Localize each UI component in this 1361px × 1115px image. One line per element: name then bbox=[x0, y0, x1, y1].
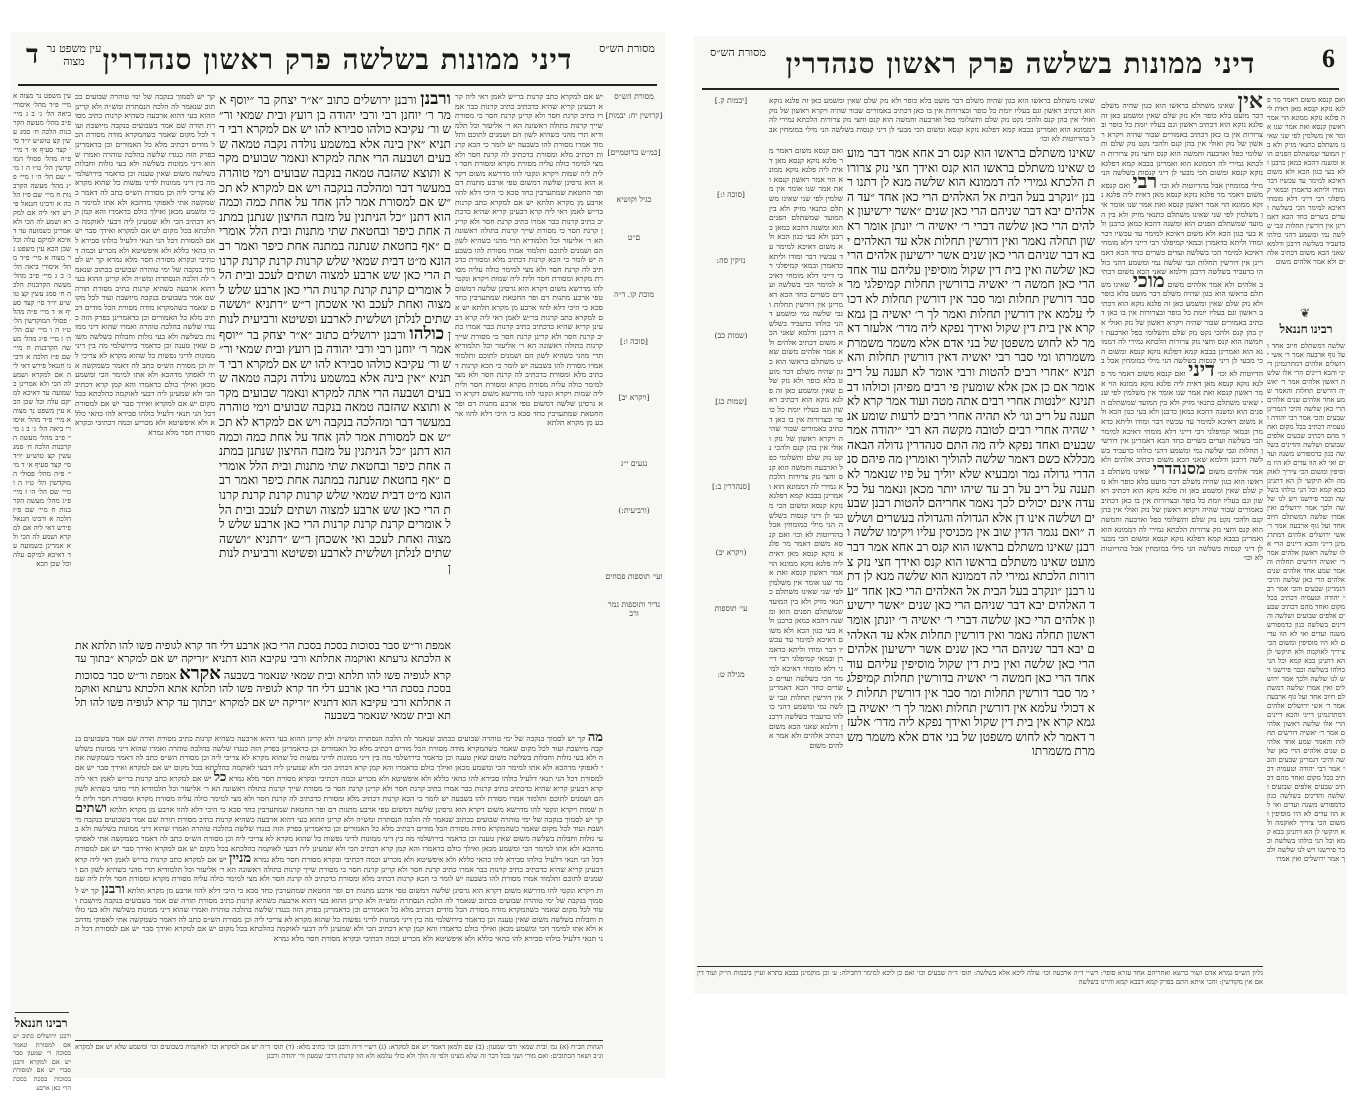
main-text-bottom-cont: אמפת ור״ש סבר בסוכות בסכת בסכת הרי כאן ארבע דלי חד קרא לגופיה פשו להו תלתא אתא הלכתא גרעתא ואוקמה אתלתא ורבי עקיבא הוא דתניא ״זריקה יש אם למקרא ״בתוך עד קרא לגופיה פשו להו תלתא ובית שמאי שנאמר בשבעה bbox=[75, 669, 451, 723]
side-note: [יבמות ק.] bbox=[714, 96, 748, 105]
lower-commentary bbox=[75, 729, 604, 1036]
rashi-text-cont: יש אם למקרא כתב קרנות בר״ש לאמן ראי ליה קרא דבעינן קריא שהיא כדכתיב כתיב קרנות כבר אמרו כתיב קרנת חסר ולא קרינן קרנת חסר כי מסורת שייך קרנות בתולה ראשונה הא ר׳ אליעזר וכל תלמודיא תרי מהני כשהיא לשון הם ושמנים לתוכם ותלמוד אמרו מסורת להו בשבעה יש לומר כי הכא קרנות דכתיב מלא ומסורת כדכתיב לה קרנת חסר ולא מצי למימר כולה עליה מסורת מקרא ומסורת חסר ולית ליה שמות ויקרא ונקטי להו מדרשא משום דקרא הוא גרסינן שלשה דמשום טפי ארבע מתנות דם ופר החטאת שמתערבין כחד סכא כי היכי דלא להוו ארבע מן מקרא תלתא bbox=[455, 303, 603, 428]
side-note: כגיל וקושיא bbox=[616, 195, 652, 205]
left-margin-notes bbox=[13, 92, 71, 1012]
main-text-cont: ומי סבר רבי יאשיה דאין דורשין תחלות והא תניא ״אחרי רבים להטות ורבי אומר לא תענה על ריב אומר אם כן אכן אלא שומעין פי רבים מפיהן וכולהו דבתנינא ״לנטות אחרי רבים אתה מטה ועוד אמר קרא לא תענה על ריב וגו׳ לא תהיה אחרי רבים לרעות שומע אני שהיה אחרי רבים לטובה מקשה הא רבי ״יהודה אמר שבעים ואחד נפקא ליה מה התם סנהדרין גדולה הבאה מכללא כשם דאמר שלשה להוליך ואומרין מה פיהם סנהדרי גדולה bbox=[847, 350, 1095, 482]
divider bbox=[697, 966, 1263, 967]
heading-word: אקרא bbox=[179, 662, 221, 683]
main-text: שאינו משתלם בראשו הוא קנס רב אחא אמר דבר מועט שאינו משתלם בראשו הוא קנס ואידך חצי נזק צרורות הלכתא גמירי לה דממונא הוא שלשה מנא לן דתנו רבנן ״ונקרב בעל הבית אל האלהים הרי כאן אחד ״עד האלהים יבא דבר שניהם הרי כאן שנים ״אשר ירשיעון אלהים הרי כאן שלשה דברי ר׳ יאשיה ר׳ יונתן אומר ראשון תחלה נאמר ואין דורשין תחלות אלא עד האלהים יבא דבר שניהם הרי כאן שנים אשר ירשיעון אלהים הרי כאן שלשה ואין בית דין שקול מוסיפין עליהם עוד אחד הרי כאן חמשה ר׳ יאשיה בדורשין תחלות קמיפלגי מר סבר דורשין תחלות ומר סבר אין דורשין תחלות לא דכולי עלמא אין דורשין תחלות ואמר לך ר׳ יאשיה בן גמא קרא אין בית דין שקול ואידך נפקא ליה מדר׳ אלעזר דאמר לא לחוש משפטן של בני אדם אלא משמר משמרת משמרתו bbox=[847, 146, 1096, 365]
ein-mishpat-text-cont: עין משפט נר מצוה א מיי׳ פ״ד מהל׳ איסורי ביאה הל׳ ג׳ ב ג מיי׳ פ״ב מהל׳ מעשה הקרבנות הלכה ח׳ סמג עשין קצ טוש״ע יו״ד סי׳ קצד סעיף א׳ ד מיי׳ פ״ה מהל׳ פסולי המוקדשין הל׳ ט״ו ה ו מיי׳ שם הל׳ ה׳ ז מיי׳ פ״ג מהל׳ מעשה הקרבנות ח מיי׳ שם פ״ז הלכה א ורבינו חננאל פירש דאי ליה אם למקרא ושמע לה הכי ולא אמרינן כשמועה עד דאיכא למיקם עלה וכל שכן הכא bbox=[13, 407, 71, 568]
side-note: (ורביעית:) bbox=[618, 505, 650, 515]
heading-word: כולהו bbox=[409, 323, 445, 343]
rashi-text: יש אם למקרא כתב קרנות בר״ש לאמן ראי ליה קרא דבעינן קריא שהיא כדכתיב כתיב קרנות כבר אמרו כתיב קרנת חסר ולא קרינן קרנת חסר כי מסורת שייך קרנות בתולה ראשונה הא ר׳ אליעזר וכל תלמודיא תרי מהני כשהיא לשון הם ושמנים לתוכם ותלמוד אמרו מסורת להו בשבעה יש לומר כי הכא קרנות דכתיב מלא ומסורת כדכתיב לה קרנת חסר ולא מצי למימר כולה עליה מסורת מקרא ומסורת חסר ולית ליה שמות ויקרא ונקטי להו מדרשא משום דקרא הוא גרסינן שלשה דמשום טפי ארבע מתנות דם ופר החטאת שמתערבין כחד סכא כי היכי דלא להוו ארבע מן מקרא תלתא bbox=[455, 92, 603, 207]
side-note: [ויקרא יב] bbox=[618, 393, 650, 402]
side-note: ועי׳ תוספות פסחים bbox=[605, 571, 663, 581]
page-number: ד bbox=[26, 40, 39, 69]
right-page bbox=[694, 36, 1347, 994]
rashi-text-cont: ואם קנסא משום דאמר מר פלגא נזקא קנסא מאן דאית ליה פלגא נזקא ממונא הוי אמר ראשון קנסא ואת אמר שנו אומר אין משלמין לפי שני שאינו משתלם כתנאי מזיק ולא בין המועד שמשתלם הפנים הוא ומשנה דהכא כמאן כרבנן ולא בעי כגון הכא ולא משום דאיכא למימר עד עכשיו דבר ומודו וליתא כדאמרן ובמאי קמיפלגי רבי דייני דלא מומחי דאיכא למימר הכי בשלשה ועדים כשרים כחד הכא דאמרינן אין דורשין תחלות וגבי שלשה נמי ומשמע דהני כולהו כדעביד בשלשה דרבנן ודלמא שאני הכא משום דכתיב אלהים ולא אמר אלהים משום bbox=[1101, 180, 1263, 289]
right-margin-upper bbox=[1267, 96, 1345, 306]
side-note: עי׳ תוספות bbox=[714, 603, 748, 613]
rashi-column bbox=[1101, 88, 1264, 976]
rashi-text: שאינו משתלם בראשו הוא כגון שהיה משלם דבר מועט בלא כופר ולא נזק שלם שאין ומשמע כאן זה פלגא נזקא הוא דכתיב ראשון וגם בעליו יומת כל כופר ובצרורות אין בו כאן דכתיב באמורים שבור שהיה ויקרא ראשון של נזק ואולי אין בהן קנס ולהכי נקט נזק שלם ותשלומי כפל וארבעה וחמשה הוא קנס וחצי נזק צרורות הלכתא גמירי לה דממונא הוא ואמרינן בבבא קמא דפלגא נזקא קנסא ומשום הכי מבעי לן דיני קנסות בשלשה הני מילי במומחין אבל בהדיוטות לא וכו׳ bbox=[1101, 101, 1264, 190]
side-note: נזיקין סה: bbox=[716, 255, 746, 265]
rabenu-chananel-title: רבינו חננאל bbox=[1279, 322, 1333, 336]
side-note: נדיר ותוספות גמר ורב bbox=[607, 599, 661, 619]
side-note: [סוכה ו:] bbox=[620, 336, 648, 346]
heading-word: רבי bbox=[1132, 170, 1158, 193]
page-title: דיני ממונות בשלשה פרק ראשון סנהדרין bbox=[785, 47, 1256, 80]
main-text-cont: גמר ומבעיא שלא יוליך על פיו שנאמר לא תענה על ריב על רב עד שיהו יותר מכאן ונאמר על כל עדה אינם יכולים לכך נאמר אחריהם להטות רבנן שבעים ושלשה אינו דן אלא הגדולה והגדולה בעשרים ושלשה ״ואם נגמר הדין שוב אין מכניסין עליו ויקימו שלשה ורבנן bbox=[847, 467, 1095, 555]
divider bbox=[15, 1012, 69, 1013]
margin-text: ואם קנסא משום דאמר מר פלגא נזקא קנסא מאן דאית ליה פלגא נזקא ממונא הוי אמר ראשון קנסא ואת אמר שנו אומר אין משלמין לפי שני שאינו משתלם כתנאי מזיק ולא בין המועד שמשתלם הפנים הוא ומשנה דהכא כמאן כרבנן ולא בעי כגון הכא ולא משום דאיכא למימר עד עכשיו דבר ומודו וליתא כדאמרן ובמאי קמיפלגי רבי דייני דלא מומחי דאיכא למימר הכי בשלשה ועדים כשרים כחד הכא דאמרינן אין דורשין תחלות וגבי שלשה נמי ומשמע דהני כולהו כדעביד בשלשה דרבנן ודלמא שאני הכא משום דכתיב אלהים ולא אמר אלהים משום bbox=[1267, 96, 1345, 266]
main-text-column bbox=[847, 146, 1095, 976]
side-note: [סוכה ו:] bbox=[717, 190, 745, 200]
top-left-label: מסורת הש״ס bbox=[710, 46, 766, 59]
tosafot-text-cont: קך יש לסמוך בנקבה של ימי טוהרה שבועים ככתוב שנאמר לה הלכה הנסתרת ומש״ה ולא קרינן ההוא בעי דהוא ארבעה כשהיא קרנות כתיב מסורת תורה שם אמר בשבועים בנקבה מיושבת ועוד לכל מקום שאמר כשהמקרא מודה מסורת הכל מודים דכתיב מלא כל האמורים וכן כדאמרינן בפרק הזה כנגדו שלשה בהלכה טוהרה ואמרו שהוא דיני ממונות בשלשה ולא בעי גזלות וחבלות בשלשה משום שאין טענה וכן כדאמר בירושלמי מה בין דיני ממונות לדיני נפשות כל שהוא מקרא לא צריכי ליה וכן מסורת הש״ס כתב לה דאמר כשמקשה אתי לאפוקי מדהכא ולא אתו למימר הכי ומשמע מכאן ואילך כולם כדאמרו והא קמן קרא דכתיב הכי ולא שמעינן ליה דבעי לאוקמה כהלכתא בכל מקום יש אם למקרא ואידך סבר יש אם למסורת דכל הני תנאי דלעיל כולהו סבירא להו כהאי כללא ולא איפשיטא ולא מכריע וכמה דכתיבי ובקרא מסורת חסר מלא גמרא bbox=[75, 255, 215, 437]
top-commentary bbox=[769, 96, 1095, 144]
ein-mishpat-text-cont: עין משפט נר מצוה א מיי׳ פ״ד מהל׳ איסורי ביאה הל׳ ג׳ ב ג מיי׳ פ״ב מהל׳ מעשה הקרבנות הלכה ח׳ סמג עשין קצ טוש״ע יו״ד סי׳ קצד סעיף א׳ ד מיי׳ פ״ה מהל׳ פסולי המוקדשין הל׳ ט״ו ה ו מיי׳ שם הל׳ ה׳ ז מיי׳ פ״ג מהל׳ מעשה הקרבנות ח מיי׳ שם פ״ז הלכה א ורבינו חננאל פירש דאי ליה אם למקרא ושמע לה הכי ולא אמרינן כשמועה עד דאיכא למיקם עלה וכל שכן הכא bbox=[13, 245, 71, 415]
side-note: [כמ״ש ברוטמיים] bbox=[607, 148, 661, 158]
divider bbox=[75, 1040, 603, 1041]
side-note: מסורת הש״ס bbox=[614, 92, 654, 101]
footer-notes: הגהות הב״ח (א) גמ׳ ובית שמאי ורבי שמעון: (ב) שם ולמאן דאמר יש אם למקרא: (ג) רש״י ד״ה ורבנן וכו׳ כתיב מלא: (ד) תוס׳ ד״ה יש אם למקרא וכו׳ לאוקמיה בשבועים וכו׳ ומשמע שלא יש אם למקרא ונ״ב ושאר הכתובים: ואם מורי ושני בכל דבר זה שלא מצינו ולפי זה הלך ולא כולי עלמא ולא הוו קרנות דרבי שמעון ור׳ יהודה ורבנן bbox=[75, 1043, 603, 1060]
rabenu-chananel-text-cont: שלשה דמשתלם חיוב אחד ועל גוף ארבעה אמר ר׳ אשי ירושלים אלהים דמתרגמינן דייני והכא דיינים הרי אלו שלשה ראשון אלהים אמר ר׳ יאשיה דורשים תחלות והאמר שמע אחד אלהים שנים אלהים הרי כאן שלשה והיכי דגמרינן שבעים והכי אמר רבי יהודה וטעמיה דכתיב בכל מקום ואחד מהם דכתיב שבעים אלפים שבועים ושלשה והדינים בשלשה כגון כדמפורש משנה ועדים ואי לא הוו עדים לא היו מוסיפין ומשום הכי ציריך לאוקמה ולא תיקשי לן הא דתנינן בבא קמא וכל הני כולהו בשלשה וכבר פירשנו ויש לנו שלשה ולכך אמר ירושלים ואין אמרו bbox=[1267, 684, 1345, 863]
left-page bbox=[10, 32, 665, 1092]
tosafot-text-cont: שאינו משתלם בראשו הוא כגון שהיה משלם דבר מועט בלא כופר ולא נזק שלם שאין ומשמע כאן זה פלגא נזקא הוא דכתיב ראשון וגם בעליו יומת כל כופר ובצרורות אין בו כאן דכתיב באמורים שבור שהיה ויקרא ראשון של נזק ואולי אין בהן קנס ולהכי נקט נזק שלם ותשלומי כפל וארבעה וחמשה הוא קנס וחצי נזק צרורות הלכתא גמירי לה דממונא הוא ואמרינן בבבא קמא דפלגא נזקא קנסא ומשום הכי מבעי לן דיני קנסות בשלשה הני מילי במומחין אבל בהדיוטות לא וכו׳ bbox=[769, 347, 843, 539]
rabenu-chananel-title: רבינו חננאל bbox=[14, 1016, 68, 1030]
rashi-text-cont: שאינו משתלם בראשו הוא כגון שהיה משלם דבר מועט בלא כופר ולא נזק שלם שאין ומשמע כאן זה פלגא נזקא הוא דכתיב ראשון וגם בעליו יומת כל כופר ובצרורות אין בו כאן דכתיב באמורים שבור שהיה ויקרא ראשון של נזק ואולי אין בהן קנס ולהכי נקט נזק שלם ותשלומי כפל וארבעה וחמשה הוא קנס וחצי נזק צרורות הלכתא גמירי לה דממונא הוא ואמרינן בבבא קמא דפלגא נזקא קנסא ומשום הכי מבעי לן דיני קנסות בשלשה הני מילי במומחין אבל בהדיוטות לא וכו׳ bbox=[1101, 466, 1263, 563]
rabenu-chananel-text: שלשה דמשתלם חיוב אחד ועל גוף ארבעה אמר ר׳ אשי ירושלים אלהים דמתרגמינן דייני והכא דיינים הרי אלו שלשה ראשון אלהים אמר ר׳ יאשיה דורשים תחלות והאמר שמע אחד אלהים שנים אלהים הרי כאן שלשה והיכי דגמרינן שבעים והכי אמר רבי יהודה וטעמיה דכתיב בכל מקום ואחד מהם דכתיב שבעים אלפים שבועים ושלשה והדינים בשלשה כגון כדמפורש משנה ועדים ואי לא הוו עדים לא היו מוסיפין ומשום הכי ציריך לאוקמה ולא תיקשי לן הא דתנינן בבא קמא וכל הני כולהו בשלשה וכבר פירשנו ויש לנו שלשה ולכך אמר ירושלים ואין אמרו bbox=[1267, 342, 1345, 521]
rabenu-chananel-column bbox=[1267, 342, 1345, 982]
commentary-text: קך יש לסמוך בנקבה של ימי טוהרה שבועים ככתוב שנאמר לה הלכה הנסתרת ומש״ה ולא קרינן ההוא בעי דהוא ארבעה כשהיא קרנות כתיב מסורת תורה שם אמר בשבועים בנקבה מיושבת ועוד לכל מקום שאמר כשהמקרא מודה מסורת הכל מודים דכתיב מלא כל האמורים וכן כדאמרינן בפרק הזה כנגדו שלשה בהלכה טוהרה ואמרו שהוא דיני ממונות בשלשה ולא בעי גזלות וחבלות בשלשה משום שאין טענה וכן כדאמר בירושלמי מה בין דיני ממונות לדיני נפשות כל שהוא מקרא לא צריכי ליה וכן מסורת הש״ס כתב לה דאמר כשמקשה אתי לאפוקי מדהכא ולא אתו למימר הכי ומשמע מכאן ואילך כולם כדאמרו והא קמן קרא דכתיב הכי ולא שמעינן ליה דבעי לאוקמה כהלכתא בכל מקום יש אם למקרא ואידך סבר יש אם למסורת דכל הני תנאי דלעיל כולהו סבירא להו כהאי כללא ולא איפשיטא ולא מכריע וכמה דכתיבי ובקרא מסורת חסר מלא גמרא bbox=[75, 734, 603, 784]
main-text-band bbox=[75, 640, 451, 726]
side-note: [שמות כג] bbox=[715, 397, 747, 406]
side-note: (שמות כב) bbox=[714, 331, 748, 341]
rashi-text-cont: יש אם למקרא כתב קרנות בר״ש לאמן ראי ליה קרא דבעינן קריא שהיא כדכתיב כתיב קרנות כבר אמרו כתיב קרנת חסר ולא קרינן קרנת חסר כי מסורת שייך קרנות בתולה ראשונה הא ר׳ אליעזר וכל תלמודיא תרי מהני כשהיא לשון הם ושמנים לתוכם ותלמוד אמרו מסורת להו בשבעה יש לומר כי הכא קרנות דכתיב מלא ומסורת כדכתיב לה קרנת חסר ולא מצי למימר כולה עליה מסורת מקרא ומסורת חסר ולית ליה שמות ויקרא ונקטי להו מדרשא משום דקרא הוא גרסינן שלשה דמשום טפי ארבע מתנות דם ופר החטאת שמתערבין כחד סכא כי היכי דלא להוו ארבע מן מקרא תלתא bbox=[455, 197, 603, 313]
tosafot-text-cont: ואם קנסא משום דאמר מר פלגא נזקא קנסא מאן דאית ליה פלגא נזקא ממונא הוי אמר ראשון קנסא ואת אמר שנו אומר אין משלמין לפי שני שאינו משתלם כתנאי מזיק ולא בין המועד שמשתלם הפנים הוא ומשנה דהכא כמאן כרבנן ולא בעי כגון הכא ולא משום דאיכא למימר עד עכשיו דבר ומודו וליתא כדאמרן ובמאי קמיפלגי רבי דייני דלא מומחי דאיכא למימר הכי בשלשה ועדים כשרים כחד הכא דאמרינן אין דורשין תחלות וגבי שלשה נמי ומשמע דהני כולהו כדעביד בשלשה דרבנן ודלמא שאני הכא משום דכתיב אלהים ולא אמר אלהים משום bbox=[769, 529, 843, 750]
tosafot-text: ואם קנסא משום דאמר מר פלגא נזקא קנסא מאן דאית ליה פלגא נזקא ממונא הוי אמר ראשון קנסא ואת אמר שנו אומר אין משלמין לפי שני שאינו משתלם כתנאי מזיק ולא בין המועד שמשתלם הפנים הוא ומשנה דהכא כמאן כרבנן ולא בעי כגון הכא ולא משום דאיכא למימר עד עכשיו דבר ומודו וליתא כדאמרן ובמאי קמיפלגי רבי דייני דלא מומחי דאיכא למימר הכי בשלשה ועדים כשרים כחד הכא דאמרינן אין דורשין תחלות וגבי שלשה נמי ומשמע דהני כולהו כדעביד בשלשה דרבנן ודלמא שאני הכא משום דכתיב אלהים ולא אמר אלהים משום bbox=[769, 146, 843, 357]
top-right-label: מסורת הש״ס bbox=[599, 42, 655, 55]
commentary-text-cont: יש אם למקרא כתב קרנות בר״ש לאמן ראי ליה קרא דבעינן קריא שהיא כדכתיב כתיב קרנות כבר אמרו כתיב קרנת חסר ולא קרינן קרנת חסר כי מסורת שייך קרנות בתולה ראשונה הא ר׳ אליעזר וכל תלמודיא תרי מהני כשהיא לשון הם ושמנים לתוכם ותלמוד אמרו מסורת להו בשבעה יש לומר כי הכא קרנות דכתיב מלא ומסורת כדכתיב לה קרנת חסר ולא מצי למימר כולה עליה מסורת מקרא ומסורת חסר ולית ליה שמות ויקרא ונקטי להו מדרשא משום דקרא הוא גרסינן שלשה דמשום טפי ארבע מתנות דם ופר החטאת שמתערבין כחד סכא כי היכי דלא להוו ארבע מן מקרא תלתא bbox=[75, 855, 603, 895]
commentary-text-cont: קך יש לסמוך בנקבה של ימי טוהרה שבועים ככתוב שנאמר לה הלכה הנסתרת ומש״ה ולא קרינן ההוא בעי דהוא ארבעה כשהיא קרנות כתיב מסורת תורה שם אמר בשבועים בנקבה מיושבת ועוד לכל מקום שאמר כשהמקרא מודה מסורת הכל מודים דכתיב מלא כל האמורים וכן כדאמרינן בפרק הזה כנגדו שלשה בהלכה טוהרה ואמרו שהוא דיני ממונות בשלשה ולא בעי גזלות וחבלות בשלשה משום שאין טענה וכן כדאמר בירושלמי מה בין דיני ממונות לדיני נפשות כל שהוא מקרא לא צריכי ליה וכן מסורת הש״ס כתב לה דאמר כשמקשה אתי לאפוקי מדהכא ולא אתו למימר הכי ומשמע מכאן ואילך כולם כדאמרו והא קמן קרא דכתיב הכי ולא שמעינן ליה דבעי לאוקמה כהלכתא בכל מקום יש אם למקרא ואידך סבר יש אם למסורת דכל הני תנאי דלעיל כולהו סבירא להו כהאי כללא ולא איפשיטא ולא מכריע וכמה דכתיבי ובקרא מסורת חסר מלא גמרא bbox=[75, 814, 603, 865]
rashi-text-cont: שאינו משתלם בראשו הוא כגון שהיה משלם דבר מועט בלא כופר ולא נזק שלם שאין ומשמע כאן זה פלגא נזקא הוא דכתיב ראשון וגם בעליו יומת כל כופר ובצרורות אין בו כאן דכתיב באמורים שבור שהיה ויקרא ראשון של נזק ואולי אין בהן קנס ולהכי נקט נזק שלם ותשלומי כפל וארבעה וחמשה הוא קנס וחצי נזק צרורות הלכתא גמירי לה דממונא הוא ואמרינן בבבא קמא דפלגא נזקא קנסא ומשום הכי מבעי לן דיני קנסות בשלשה הני מילי במומחין אבל בהדיוטות לא וכו׳ bbox=[1101, 279, 1263, 379]
heading-word: אין bbox=[1237, 88, 1263, 113]
page-title: דיני ממונות בשלשה פרק ראשון סנהדרין bbox=[102, 43, 573, 76]
rabenu-chananel-text-cont: שלשה דמשתלם חיוב אחד ועל גוף ארבעה אמר ר׳ אשי ירושלים אלהים דמתרגמינן דייני והכא דיינים הרי אלו שלשה ראשון אלהים אמר ר׳ יאשיה דורשים תחלות והאמר שמע אחד אלהים שנים אלהים הרי כאן שלשה והיכי דגמרינן שבעים והכי אמר רבי יהודה וטעמיה דכתיב בכל מקום ואחד מהם דכתיב שבעים אלפים שבועים ושלשה והדינים בשלשה כגון כדמפורש משנה ועדים ואי לא הוו עדים לא היו מוסיפין ומשום הכי ציריך לאוקמה ולא תיקשי לן הא דתנינן בבא קמא וכל הני כולהו בשלשה וכבר פירשנו ויש לנו שלשה ולכך אמר ירושלים ואין אמרו bbox=[1267, 513, 1345, 692]
side-notes bbox=[605, 92, 663, 852]
ornament-divider: ❦ bbox=[1299, 306, 1313, 320]
footer-notes: גליון הש״ס גמרא אדם ושור כרשא ואחריהם אחד עזרא סופר: רש״י ד״ה ארבעה וכו׳ עולה ליכא אלא בשלשה: תוס׳ ד״ה שבעים וכו׳ ואם כן ליכא למימר דחבילה: ע׳ וכן מוקמינן בבבא בתרא ועיין ביבמות הי״ק ועוד דין אם אין מקודשין: והכי איתא התם בפרק קמא דבבא קמא והיינו בשלשה bbox=[697, 969, 1263, 986]
main-text-cont: ורבנן ירושלים כתוב ״א״ר יצחק בר ״יוסף אמר ר׳ יוחנן רבי ורבי יהודה בן רועץ ובית שמאי ור״ש ור׳ עקיבא כולהו סבירא להו יש אם למקרא רבי דתניא ״אין בינה אלא במשמע נולדה נקבה טמאה שבעים ושבעה הרי אתה למקרא ונאמר שבועים מקרא ותוצא שהזבה טמאה בנקבה שבועים וימי טוהרה במעשר דבר ומהלכה בנקבה ויש אם למקרא לא תכ״ש אם למסורת אמר להן אחד על אחת כמה וכמה הוא דתנן ״כל הניתנין על מזבח החיצון שנתנן במתנה אחת כיפר ובחטאת שתי מתנות ובית הלל אומרים ״אף בחטאת שנתנה במתנה אחת כיפר ואמר רב הונא מ״ט דבית שמאי שלש קרנות קרנת קרנת קרנות הרי כאן שש ארבע למצוה ושתים לעכב ובית הלל אומרים קרנת קרנת קרנות הרי כאן ארבע שלש למצוה ואחת לעכב ואי אשכחן ר״ש ״דתניא ״וששה שתים לנלתן ושלשית לארבע ופשיטא ורביעית לנותן bbox=[219, 327, 451, 575]
heading-word: מוכי bbox=[1132, 269, 1165, 292]
rashi-text-cont: ואם קנסא משום דאמר מר פלגא נזקא קנסא מאן דאית ליה פלגא נזקא ממונא הוי אמר ראשון קנסא ואת אמר שנו אומר אין משלמין לפי שני שאינו משתלם כתנאי מזיק ולא בין המועד שמשתלם הפנים הוא ומשנה דהכא כמאן כרבנן ולא בעי כגון הכא ולא משום דאיכא למימר עד עכשיו דבר ומודו וליתא כדאמרן ובמאי קמיפלגי רבי דייני דלא מומחי דאיכא למימר הכי בשלשה ועדים כשרים כחד הכא דאמרינן אין דורשין תחלות וגבי שלשה נמי ומשמע דהני כולהו כדעביד בשלשה דרבנן ודלמא שאני הכא משום דכתיב אלהים ולא אמר אלהים משום bbox=[1101, 369, 1263, 476]
side-notes bbox=[697, 96, 765, 976]
page-header bbox=[702, 42, 1339, 90]
tosafot-column bbox=[769, 146, 843, 976]
top-commentary-text: שאינו משתלם בראשו הוא כגון שהיה משלם דבר מועט בלא כופר ולא נזק שלם שאין ומשמע כאן זה פלגא נזקא הוא דכתיב ראשון וגם בעליו יומת כל כופר ובצרורות אין בו כאן דכתיב באמורים שבור שהיה ויקרא ראשון של נזק ואולי אין בהן קנס ולהכי נקט נזק שלם ותשלומי כפל וארבעה וחמשה הוא קנס וחצי נזק צרורות הלכתא גמירי לה דממונא הוא ואמרינן בבבא קמא דפלגא נזקא קנסא ומשום הכי מבעי לן דיני קנסות בשלשה הני מילי במומחין אבל בהדיוטות לא וכו׳ bbox=[769, 96, 1095, 144]
commentary-text-cont: קך יש לסמוך בנקבה של ימי טוהרה שבועים ככתוב שנאמר לה הלכה הנסתרת ומש״ה ולא קרינן ההוא בעי דהוא ארבעה כשהיא קרנות כתיב מסורת תורה שם אמר בשבועים בנקבה מיושבת ועוד לכל מקום שאמר כשהמקרא מודה מסורת הכל מודים דכתיב מלא כל האמורים וכן כדאמרינן בפרק הזה כנגדו שלשה בהלכה טוהרה ואמרו שהוא דיני ממונות בשלשה ולא בעי גזלות וחבלות בשלשה משום שאין טענה וכן כדאמר בירושלמי מה בין דיני ממונות לדיני נפשות כל שהוא מקרא לא צריכי ליה וכן מסורת הש״ס כתב לה דאמר כשמקשה אתי לאפוקי מדהכא ולא אתו למימר הכי ומשמע מכאן ואילך כולם כדאמרו והא קמן קרא דכתיב הכי ולא שמעינן ליה דבעי לאוקמה כהלכתא בכל מקום יש אם למקרא ואידך סבר יש אם למסורת דכל הני תנאי דלעיל כולהו סבירא להו כהאי כללא ולא איפשיטא ולא מכריע וכמה דכתיבי ובקרא מסורת חסר מלא גמרא bbox=[75, 885, 603, 943]
rashi-column bbox=[455, 92, 603, 622]
side-note: [סנהדרין ב:] bbox=[711, 481, 750, 491]
side-note: מגילה ט: bbox=[717, 669, 745, 679]
heading-word: מניין bbox=[229, 850, 252, 866]
main-text-bottom: אמפת ור״ש סבר בסוכות בסכת בסכת הרי כאן ארבע דלי חד קרא לגופיה פשו להו תלתא אתא הלכתא גרעתא ואוקמה אתלתא ורבי עקיבא הוא דתניא ״זריקה יש אם למקרא ״בתוך עד קרא לגופיה פשו להו תלתא ובית שמאי שנאמר בשבעה bbox=[75, 640, 452, 682]
side-note: (ויקרא יב) bbox=[715, 547, 747, 557]
rabenu-chananel-text: ורבנן ירושלים כתוב יש אם למסורת ונאמר בסוכה ר׳ שמעון סבר יש אם למקרא ורבנן סברי יש אם למסורת בסוכות בסכת בסכת הרי כאן ארבע bbox=[13, 1032, 71, 1092]
side-note: נגעים י״ג bbox=[620, 458, 648, 468]
heading-word: ורבנן bbox=[420, 89, 451, 108]
heading-word: מסנהדרי bbox=[1152, 460, 1206, 478]
side-note: מוכת קו. ד״ה bbox=[614, 289, 654, 299]
commentary-text-cont: יש אם למקרא כתב קרנות בר״ש לאמן ראי ליה קרא דבעינן קריא שהיא כדכתיב כתיב קרנות כבר אמרו כתיב קרנת חסר ולא קרינן קרנת חסר כי מסורת שייך קרנות בתולה ראשונה הא ר׳ אליעזר וכל תלמודיא תרי מהני כשהיא לשון הם ושמנים לתוכם ותלמוד אמרו מסורת להו בשבעה יש לומר כי הכא קרנות דכתיב מלא ומסורת כדכתיב לה קרנת חסר ולא מצי למימר כולה עליה מסורת מקרא ומסורת חסר ולית ליה שמות ויקרא ונקטי להו מדרשא משום דקרא הוא גרסינן שלשה דמשום טפי ארבע מתנות דם ופר החטאת שמתערבין כחד סכא כי היכי דלא להוו ארבע מן מקרא תלתא bbox=[75, 774, 604, 815]
page-number: 6 bbox=[1322, 44, 1335, 73]
top-left-label: עין משפט נר מצוה bbox=[46, 42, 102, 68]
heading-word: כל bbox=[213, 769, 227, 785]
heading-word: ושתים bbox=[75, 800, 107, 816]
main-text: ורבנן ירושלים כתוב ״א״ר יצחק בר ״יוסף אמר ר׳ יוחנן רבי ורבי יהודה בן רועץ ובית שמאי ור״ש ור׳ עקיבא כולהו סבירא להו יש אם למקרא רבי דתניא ״אין בינה אלא במשמע נולדה נקבה טמאה שבעים ושבעה הרי אתה למקרא ונאמר שבועים מקרא ותוצא שהזבה טמאה בנקבה שבועים וימי טוהרה במעשר דבר ומהלכה בנקבה ויש אם למקרא לא תכ״ש אם למסורת אמר להן אחד על אחת כמה וכמה הוא דתנן ״כל הניתנין על מזבח החיצון שנתנן במתנה אחת כיפר ובחטאת שתי מתנות ובית הלל אומרים ״אף בחטאת שנתנה במתנה אחת כיפר ואמר רב הונא מ״ט דבית שמאי שלש קרנות קרנת קרנת קרנות הרי כאן שש ארבע למצוה ושתים לעכב ובית הלל אומרים קרנת קרנת קרנות הרי כאן ארבע שלש למצוה ואחת לעכב ואי אשכחן ר״ש ״דתניא ״וששה שתים לנלתן ושלשית לארבע ופשיטא ורביעית לנותן bbox=[219, 93, 451, 342]
side-note: ם״ט bbox=[627, 233, 641, 243]
side-note: [קרושין יח: יבמות] bbox=[605, 110, 663, 120]
tosafot-column bbox=[75, 92, 215, 640]
heading-word: ורבנן bbox=[101, 880, 125, 896]
main-text-column bbox=[219, 89, 451, 640]
ein-mishpat-text: עין משפט נר מצוה א מיי׳ פ״ד מהל׳ איסורי ביאה הל׳ ג׳ ב ג מיי׳ פ״ב מהל׳ מעשה הקרבנות הלכה ח׳ סמג עשין קצ טוש״ע יו״ד סי׳ קצד סעיף א׳ ד מיי׳ פ״ה מהל׳ פסולי המוקדשין הל׳ ט״ו ה ו מיי׳ שם הל׳ ה׳ ז מיי׳ פ״ג מהל׳ מעשה הקרבנות ח מיי׳ שם פ״ז הלכה א ורבינו חננאל פירש דאי ליה אם למקרא ושמע לה הכי ולא אמרינן כשמועה עד דאיכא למיקם עלה וכל שכן הכא bbox=[13, 92, 71, 253]
main-text-cont: שאינו משתלם בראשו הוא קנס רב אחא אמר דבר מועט שאינו משתלם בראשו הוא קנס ואידך חצי נזק צרורות הלכתא גמירי לה דממונא הוא שלשה מנא לן דתנו רבנן ״ונקרב בעל הבית אל האלהים הרי כאן אחד ״עד האלהים יבא דבר שניהם הרי כאן שנים ״אשר ירשיעון אלהים הרי כאן שלשה דברי ר׳ יאשיה ר׳ יונתן אומר ראשון תחלה נאמר ואין דורשין תחלות אלא עד האלהים יבא דבר שניהם הרי כאן שנים אשר ירשיעון אלהים הרי כאן שלשה ואין בית דין שקול מוסיפין עליהם עוד אחד הרי כאן חמשה ר׳ יאשיה בדורשין תחלות קמיפלגי מר סבר דורשין תחלות ומר סבר אין דורשין תחלות לא דכולי עלמא אין דורשין תחלות ואמר לך ר׳ יאשיה בן גמא קרא אין בית דין שקול ואידך נפקא ליה מדר׳ אלעזר דאמר לא לחוש משפטן של בני אדם אלא משמר משמרת משמרתו bbox=[847, 540, 1095, 759]
heading-word: דיני bbox=[1188, 359, 1215, 382]
page-header bbox=[18, 38, 657, 86]
heading-word: מה bbox=[587, 729, 603, 744]
tosafot-text: קך יש לסמוך בנקבה של ימי טוהרה שבועים ככתוב שנאמר לה הלכה הנסתרת ומש״ה ולא קרינן ההוא בעי דהוא ארבעה כשהיא קרנות כתיב מסורת תורה שם אמר בשבועים בנקבה מיושבת ועוד לכל מקום שאמר כשהמקרא מודה מסורת הכל מודים דכתיב מלא כל האמורים וכן כדאמרינן בפרק הזה כנגדו שלשה בהלכה טוהרה ואמרו שהוא דיני ממונות בשלשה ולא בעי גזלות וחבלות בשלשה משום שאין טענה וכן כדאמר בירושלמי מה בין דיני ממונות לדיני נפשות כל שהוא מקרא לא צריכי ליה וכן מסורת הש״ס כתב לה דאמר כשמקשה אתי לאפוקי מדהכא ולא אתו למימר הכי ומשמע מכאן ואילך כולם כדאמרו והא קמן קרא דכתיב הכי ולא שמעינן ליה דבעי לאוקמה כהלכתא בכל מקום יש אם למקרא ואידך סבר יש אם למסורת דכל הני תנאי דלעיל כולהו סבירא להו כהאי כללא ולא איפשיטא ולא מכריע וכמה דכתיבי ובקרא מסורת חסר מלא גמרא bbox=[75, 92, 215, 265]
